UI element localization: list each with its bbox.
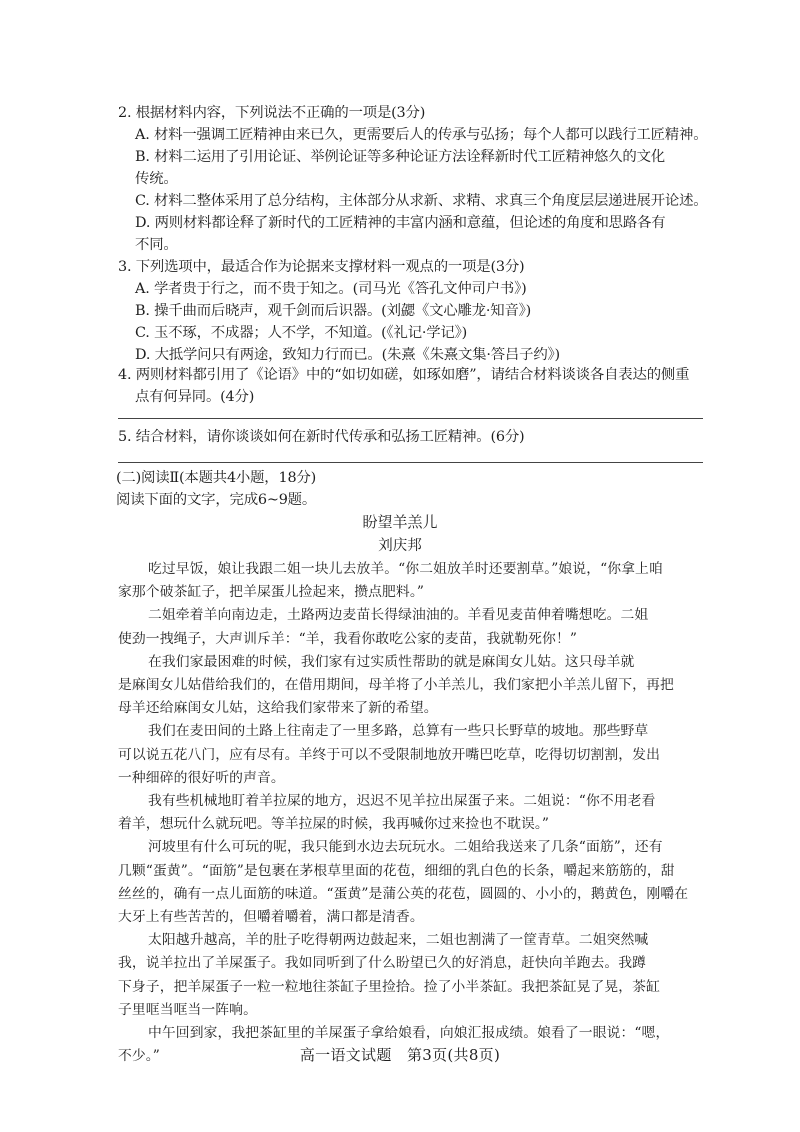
story-line: 是麻闺女儿姑借给我们的，在借用期间，母羊将了小羊羔儿，我们家把小羊羔儿留下，再把 [118,677,674,694]
answer-line-5 [118,462,703,463]
story-title: 盼望羊羔儿 [362,513,438,531]
question-2-option-b-cont: 传统。 [135,171,178,187]
section-instruction: 阅读下面的文字，完成6~9题。 [116,492,317,508]
story-line: 大牙上有些苦苦的，但嚼着嚼着，满口都是清香。 [118,909,424,926]
story-line: 我们在麦田间的土路上往南走了一里多路，总算有一些只长野草的坡地。那些野草 [148,723,649,740]
question-3-option-c: C. 玉不琢，不成器；人不学，不知道。(《礼记·学记》) [135,325,468,341]
story-line: 丝丝的，确有一点儿面筋的味道。“蛋黄”是蒲公英的花苞，圆圆的、小小的，鹅黄色，刚嚼在 [118,885,689,902]
story-line: 子里哐当哐当一阵响。 [118,1001,257,1018]
story-line: 中午回到家，我把茶缸里的羊屎蛋子拿给娘看，向娘汇报成绩。娘看了一眼说：“嗯， [148,1025,670,1042]
story-line: 使劲一拽绳子，大声训斥羊：“羊，我看你敢吃公家的麦苗，我就勒死你！” [118,630,578,647]
story-line: 家那个破茶缸子，把羊屎蛋儿捡起来，攒点肥料。” [118,584,424,601]
question-4-stem-cont: 点有何异同。(4分) [135,389,255,405]
question-2-option-d: D. 两则材料都诠释了新时代的工匠精神的丰富内涵和意蕴，但论述的角度和思路各有 [135,215,666,231]
story-author: 刘庆邦 [378,538,422,554]
question-2-option-c: C. 材料二整体采用了总分结构，主体部分从求新、求精、求真三个角度层层递进展开论述。 [135,193,708,209]
question-3-option-d: D. 大抵学问只有两途，致知力行而已。(朱熹《朱熹文集·答吕子约》) [135,347,560,363]
question-5 [118,426,703,448]
page-footer: 高一语文试题 第3页(共8页) [299,1046,501,1064]
story-line: 下身子，把羊屎蛋子一粒一粒地往茶缸子里捡拾。捡了小半茶缸。我把茶缸晃了晃，茶缸 [118,978,660,995]
story-line: 可以说五花八门，应有尽有。羊终于可以不受限制地放开嘴巴吃草，吃得切切割割，发出 [118,746,660,763]
question-2-option-d-cont: 不同。 [135,237,178,253]
question-3-stem: 3. 下列选项中，最适合作为论据来支撑材料一观点的一项是(3分) [118,259,525,275]
story-line: 河坡里有什么可玩的呢，我只能到水边去玩玩水。二姐给我送来了几条“面筋”，还有 [148,839,663,856]
question-3-option-b: B. 操千曲而后晓声，观千剑而后识器。(刘勰《文心雕龙·知音》) [135,303,532,319]
question-2-option-a: A. 材料一强调工匠精神由来已久，更需要后人的传承与弘扬；每个人都可以践行工匠精神。 [135,127,708,143]
story-line: 二姐牵着羊向南边走，土路两边麦苗长得绿油油的。羊看见麦苗伸着嘴想吃。二姐 [148,607,649,624]
story-line: 着羊，想玩什么就玩吧。等羊拉屎的时候，我再喊你过来捡也不耽误。” [118,816,550,833]
story-line: 几颗“蛋黄”。“面筋”是包裹在茅根草里面的花苞，细细的乳白色的长条，嚼起来筋筋的，甜 [118,862,675,879]
story-line: 我，说羊拉出了羊屎蛋子。我如同听到了什么盼望已久的好消息，赶快向羊跑去。我蹲 [118,955,647,972]
question-2-stem: 2. 根据材料内容，下列说法不正确的一项是(3分) [118,105,426,121]
answer-line-4 [118,418,703,419]
story-line: 在我们家最困难的时候，我们家有过实质性帮助的就是麻闺女儿姑。这只母羊就 [148,653,635,670]
story-line: 太阳越升越高，羊的肚子吃得朝两边鼓起来，二姐也割满了一筐青草。二姐突然喊 [148,932,649,949]
question-4 [118,364,703,408]
story-line: 母羊还给麻闺女儿姑，这给我们家带来了新的希望。 [118,700,438,717]
question-3-option-a: A. 学者贵于行之，而不贵于知之。(司马光《答孔文仲司户书》) [135,281,527,297]
story-line: 我有些机械地盯着羊拉屎的地方，迟迟不见羊拉出屎蛋子来。二姐说：“你不用老看 [148,793,656,810]
question-2-option-b: B. 材料二运用了引用论证、举例论证等多种论证方法诠释新时代工匠精神悠久的文化 [135,149,665,165]
question-4-stem: 4. 两则材料都引用了《论语》中的“如切如磋，如琢如磨”，请结合材料谈谈各自表达的侧重 [118,367,690,383]
story-line: 不少。” [118,1048,160,1065]
question-2 [118,102,708,256]
section-heading: (二)阅读Ⅱ(本题共4小题，18分) [116,470,317,486]
story-body [118,558,703,1068]
section-header [116,467,701,511]
story-line: 一种细碎的很好听的声音。 [118,769,285,786]
story-line: 吃过早饭，娘让我跟二姐一块儿去放羊。“你二姐放羊时还要割草。”娘说，“你拿上咱 [148,561,663,577]
question-3 [118,256,703,366]
question-5-stem: 5. 结合材料，请你谈谈如何在新时代传承和弘扬工匠精神。(6分) [118,429,525,445]
